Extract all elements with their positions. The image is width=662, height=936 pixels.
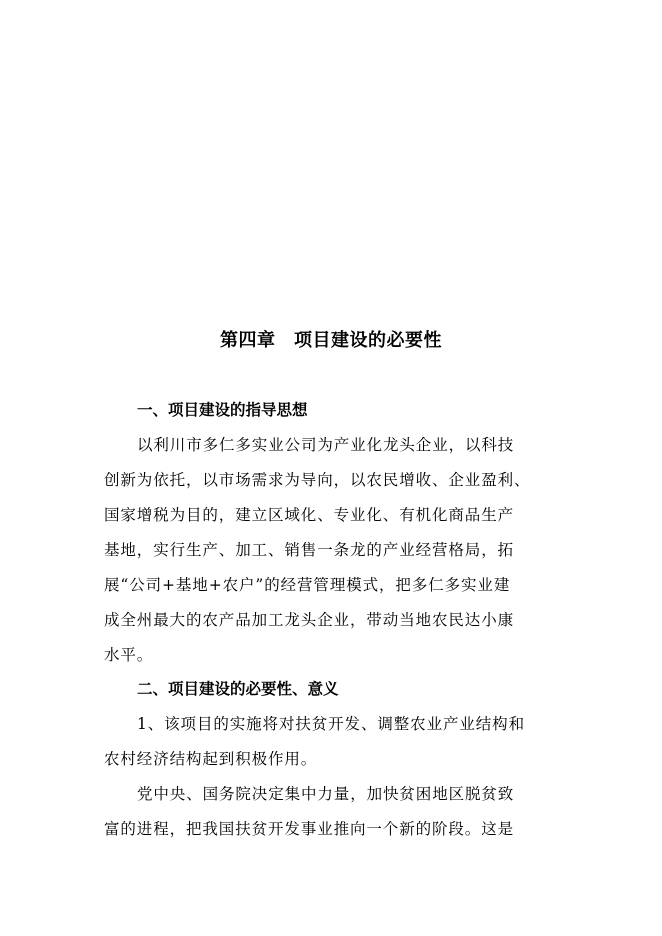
paragraph-line: 富的进程，把我国扶贫开发事业推向一个新的阶段。这是 [104, 820, 515, 838]
paragraph-line: 成全州最大的农产品加工龙头企业，带动当地农民达小康 [104, 611, 515, 629]
paragraph-line: 国家增税为目的，建立区域化、专业化、有机化商品生产 [104, 506, 515, 524]
paragraph-line: 以利川市多仁多实业公司为产业化龙头企业，以科技 [137, 436, 515, 454]
chapter-title: 第四章 项目建设的必要性 [220, 330, 442, 351]
paragraph-line: 创新为依托，以市场需求为导向，以农民增收、企业盈利、 [104, 471, 531, 489]
paragraph-line: 1、该项目的实施将对扶贫开发、调整农业产业结构和 [137, 715, 525, 733]
paragraph-line: 农村经济结构起到积极作用。 [104, 750, 318, 768]
paragraph-line: 展“公司+基地+农户”的经营管理模式，把多仁多实业建 [104, 576, 511, 594]
paragraph-line: 水平。 [104, 646, 154, 664]
section-heading-necessity: 二、项目建设的必要性、意义 [137, 680, 339, 698]
section-heading-guiding-ideology: 一、项目建设的指导思想 [137, 401, 308, 419]
paragraph-line: 基地，实行生产、加工、销售一条龙的产业经营格局，拓 [104, 541, 515, 559]
paragraph-line: 党中央、国务院决定集中力量，加快贫困地区脱贫致 [137, 785, 515, 803]
